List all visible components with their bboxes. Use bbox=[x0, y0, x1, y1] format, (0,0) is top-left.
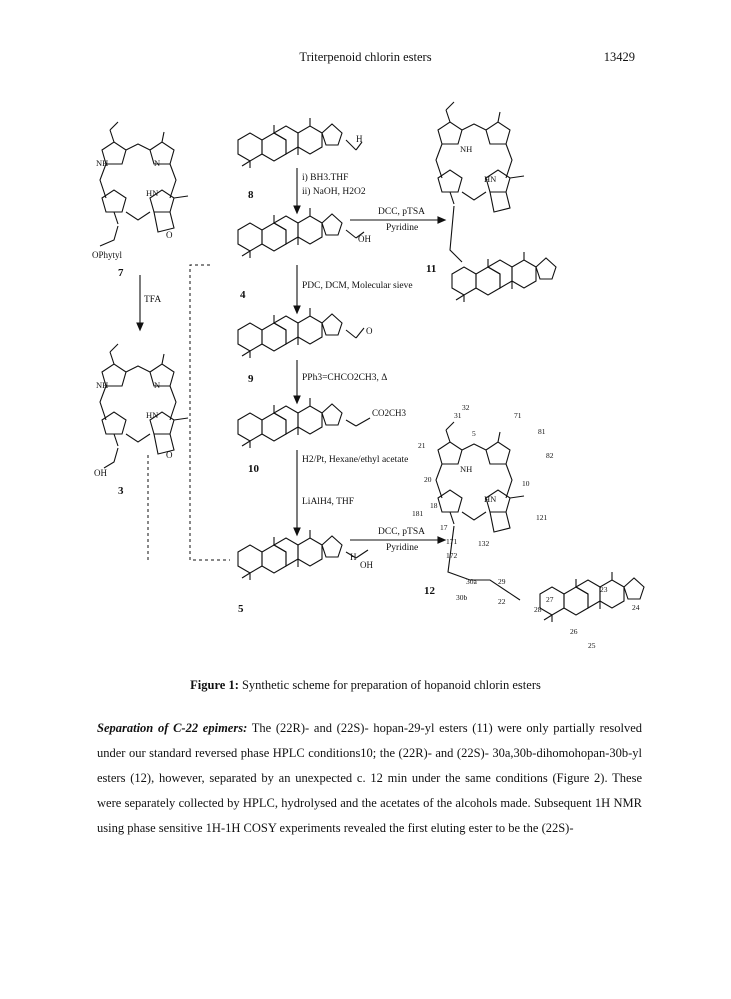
atom-172: 172 bbox=[446, 551, 458, 560]
group-oxo-3: O bbox=[166, 450, 173, 460]
atom-24: 24 bbox=[632, 603, 640, 612]
atom-71: 71 bbox=[514, 411, 522, 420]
group-hn-12: HN bbox=[484, 494, 497, 504]
reagent-esterification-b-1: Pyridine bbox=[386, 223, 419, 233]
group-n-3: N bbox=[154, 380, 161, 390]
group-nh-3: NH bbox=[96, 380, 109, 390]
atom-30a: 30a bbox=[466, 577, 477, 586]
group-h-8: H bbox=[356, 134, 363, 144]
reagent-step1a: i) BH3.THF bbox=[302, 173, 349, 183]
atom-29: 29 bbox=[498, 577, 506, 586]
group-oh-3: OH bbox=[94, 468, 107, 478]
atom-82: 82 bbox=[546, 451, 554, 460]
group-nh-7: NH bbox=[96, 158, 109, 168]
atom-25: 25 bbox=[588, 641, 596, 650]
reagent-step2: PDC, DCM, Molecular sieve bbox=[302, 281, 413, 291]
reagent-step4: H2/Pt, Hexane/ethyl acetate bbox=[302, 455, 409, 465]
compound-8: 8 bbox=[248, 189, 254, 201]
atom-22: 22 bbox=[498, 597, 506, 606]
group-hn-7: HN bbox=[146, 188, 159, 198]
atom-171: 171 bbox=[446, 537, 458, 546]
atom-10: 10 bbox=[522, 479, 530, 488]
page-number: 13429 bbox=[603, 50, 635, 64]
section-heading: Separation of C-22 epimers: bbox=[97, 721, 248, 735]
atom-26: 26 bbox=[570, 627, 578, 636]
atom-81: 81 bbox=[538, 427, 546, 436]
reagent-step1b: ii) NaOH, H2O2 bbox=[302, 187, 366, 197]
group-nh-12: NH bbox=[460, 464, 473, 474]
atom-32: 32 bbox=[462, 403, 470, 412]
running-header-title: Triterpenoid chlorin esters bbox=[299, 50, 432, 64]
atom-28: 28 bbox=[534, 605, 542, 614]
atom-23: 23 bbox=[600, 585, 608, 594]
compound-7: 7 bbox=[118, 267, 124, 279]
atom-181: 181 bbox=[412, 509, 424, 518]
group-oxo-7: O bbox=[166, 230, 173, 240]
group-h-5: H bbox=[350, 552, 357, 562]
reagent-step5: LiAlH4, THF bbox=[302, 497, 355, 507]
paragraph-text: The (22R)- and (22S)- hopan-29-yl esters (11) were only partially resolved under our standard reversed phase HPLC conditions10; the (22R)- and (22S)- 30a,30b-dihomohopan-30b-yl esters (12), however, separated by an unexpected c. 12 min under the same conditions (Figure 2). These were separately collected by HPLC, hydrolysed and the acetates of the alcohols made. Subsequent 1H NMR using phase sensitive 1H-1H COSY experiments revealed the first eluting ester to be the (22S)- bbox=[97, 721, 643, 835]
figure-label: Figure 1: bbox=[190, 678, 239, 692]
atom-20: 20 bbox=[424, 475, 432, 484]
body-paragraph bbox=[97, 716, 642, 841]
group-oh-5: OH bbox=[360, 560, 373, 570]
compound-9: 9 bbox=[248, 373, 254, 385]
group-phytyl: OPhytyl bbox=[92, 250, 123, 260]
reagent-tfa: TFA bbox=[144, 295, 162, 305]
compound-12: 12 bbox=[424, 585, 435, 597]
compound-10: 10 bbox=[248, 463, 259, 475]
figure-caption bbox=[0, 678, 731, 693]
group-oxo-9: O bbox=[366, 326, 373, 336]
group-hn-11: HN bbox=[484, 174, 497, 184]
compound-11: 11 bbox=[426, 263, 437, 275]
reagent-esterification-b-2: Pyridine bbox=[386, 543, 419, 553]
figure-caption-text: Synthetic scheme for preparation of hopanoid chlorin esters bbox=[241, 678, 541, 692]
group-hn-3: HN bbox=[146, 410, 159, 420]
atom-18: 18 bbox=[430, 501, 438, 510]
compound-4: 4 bbox=[240, 289, 246, 301]
reagent-esterification-a-2: DCC, pTSA bbox=[378, 527, 425, 537]
compound-3: 3 bbox=[118, 485, 124, 497]
atom-132: 132 bbox=[478, 539, 490, 548]
atom-30b: 30b bbox=[456, 593, 468, 602]
group-methyl-ester: CO2CH3 bbox=[372, 408, 407, 418]
compound-5: 5 bbox=[238, 603, 244, 615]
group-n-7: N bbox=[154, 158, 161, 168]
atom-121: 121 bbox=[536, 513, 548, 522]
reagent-step3: PPh3=CHCO2CH3, Δ bbox=[302, 373, 388, 383]
atom-27: 27 bbox=[546, 595, 554, 604]
atom-31: 31 bbox=[454, 411, 462, 420]
atom-5: 5 bbox=[472, 429, 476, 438]
atom-17: 17 bbox=[440, 523, 448, 532]
group-nh-11: NH bbox=[460, 144, 473, 154]
atom-21: 21 bbox=[418, 441, 426, 450]
group-oh-4: OH bbox=[358, 234, 371, 244]
reagent-esterification-a-1: DCC, pTSA bbox=[378, 207, 425, 217]
